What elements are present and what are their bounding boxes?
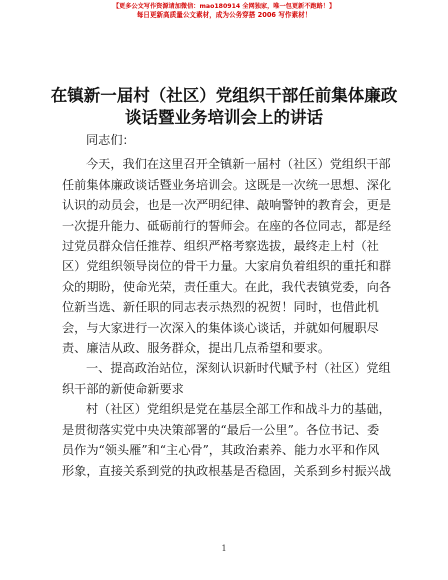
paragraph-2-line: 员作为“领头雁”和“主心骨”，其政治素养、能力水平和作风 bbox=[62, 443, 380, 458]
paragraph-1-line: 区）党组织领导岗位的骨干力量。大家肩负着组织的重托和群 bbox=[62, 259, 392, 274]
paragraph-1-line: 责、廉洁从政、服务群众，提出几点希望和要求。 bbox=[62, 341, 331, 356]
paragraph-2-line: 村（社区）党组织是党在基层全部工作和战斗力的基础， bbox=[86, 402, 391, 417]
title-line-1: 在镇新一届村（社区）党组织干部任前集体廉政 bbox=[50, 86, 398, 105]
section-heading-line: 织干部的新使命新要求 bbox=[62, 381, 184, 396]
promo-line-1: 【更多公文写作资源请加微信：mao180914 全网独家，唯一包更新不跑路！】 bbox=[112, 3, 336, 10]
document-body bbox=[62, 130, 392, 481]
salutation: 同志们： bbox=[86, 133, 135, 147]
title-line-2: 谈话暨业务培训会上的讲话 bbox=[125, 108, 323, 127]
paragraph-1-line: 位新当选、新任职的同志表示热烈的祝贺！同时，也借此机 bbox=[62, 300, 379, 315]
promo-banner bbox=[0, 3, 448, 19]
paragraph-1-line: 过党员群众信任推荐、组织严格考察选拔，最终走上村（社 bbox=[62, 239, 379, 254]
paragraph-2-line: 形象，直接关系到党的执政根基是否稳固，关系到乡村振兴战 bbox=[62, 463, 392, 478]
paragraph-1 bbox=[62, 154, 392, 358]
paragraph-2 bbox=[62, 399, 392, 481]
paragraph-2-line: 是贯彻落实党中央决策部署的“最后一公里”。各位书记、委 bbox=[62, 422, 380, 437]
page-number: 1 bbox=[221, 544, 227, 553]
paragraph-1-line: 众的期盼，使命光荣，责任重大。在此，我代表镇党委，向各 bbox=[62, 279, 392, 294]
section-heading-1 bbox=[62, 358, 392, 399]
paragraph-1-line: 认识的动员会，也是一次严明纪律、敲响警钟的教育会，更是 bbox=[62, 198, 392, 213]
section-heading-line: 一、提高政治站位，深刻认识新时代赋予村（社区）党组 bbox=[86, 361, 391, 376]
paragraph-1-line: 今天，我们在这里召开全镇新一届村（社区）党组织干部 bbox=[86, 157, 391, 172]
paragraph-1-line: 会，与大家进行一次深入的集体谈心谈话，并就如何履职尽 bbox=[62, 320, 379, 335]
document-title bbox=[40, 85, 408, 129]
paragraph-1-line: 任前集体廉政谈话暨业务培训会。这既是一次统一思想、深化 bbox=[62, 177, 392, 192]
paragraph-1-line: 一次提升能力、砥砺前行的誓师会。在座的各位同志，都是经 bbox=[62, 218, 392, 233]
promo-line-2: 每日更新高质量公文素材，成为公务穿搭 2006 写作素材！ bbox=[136, 11, 312, 19]
